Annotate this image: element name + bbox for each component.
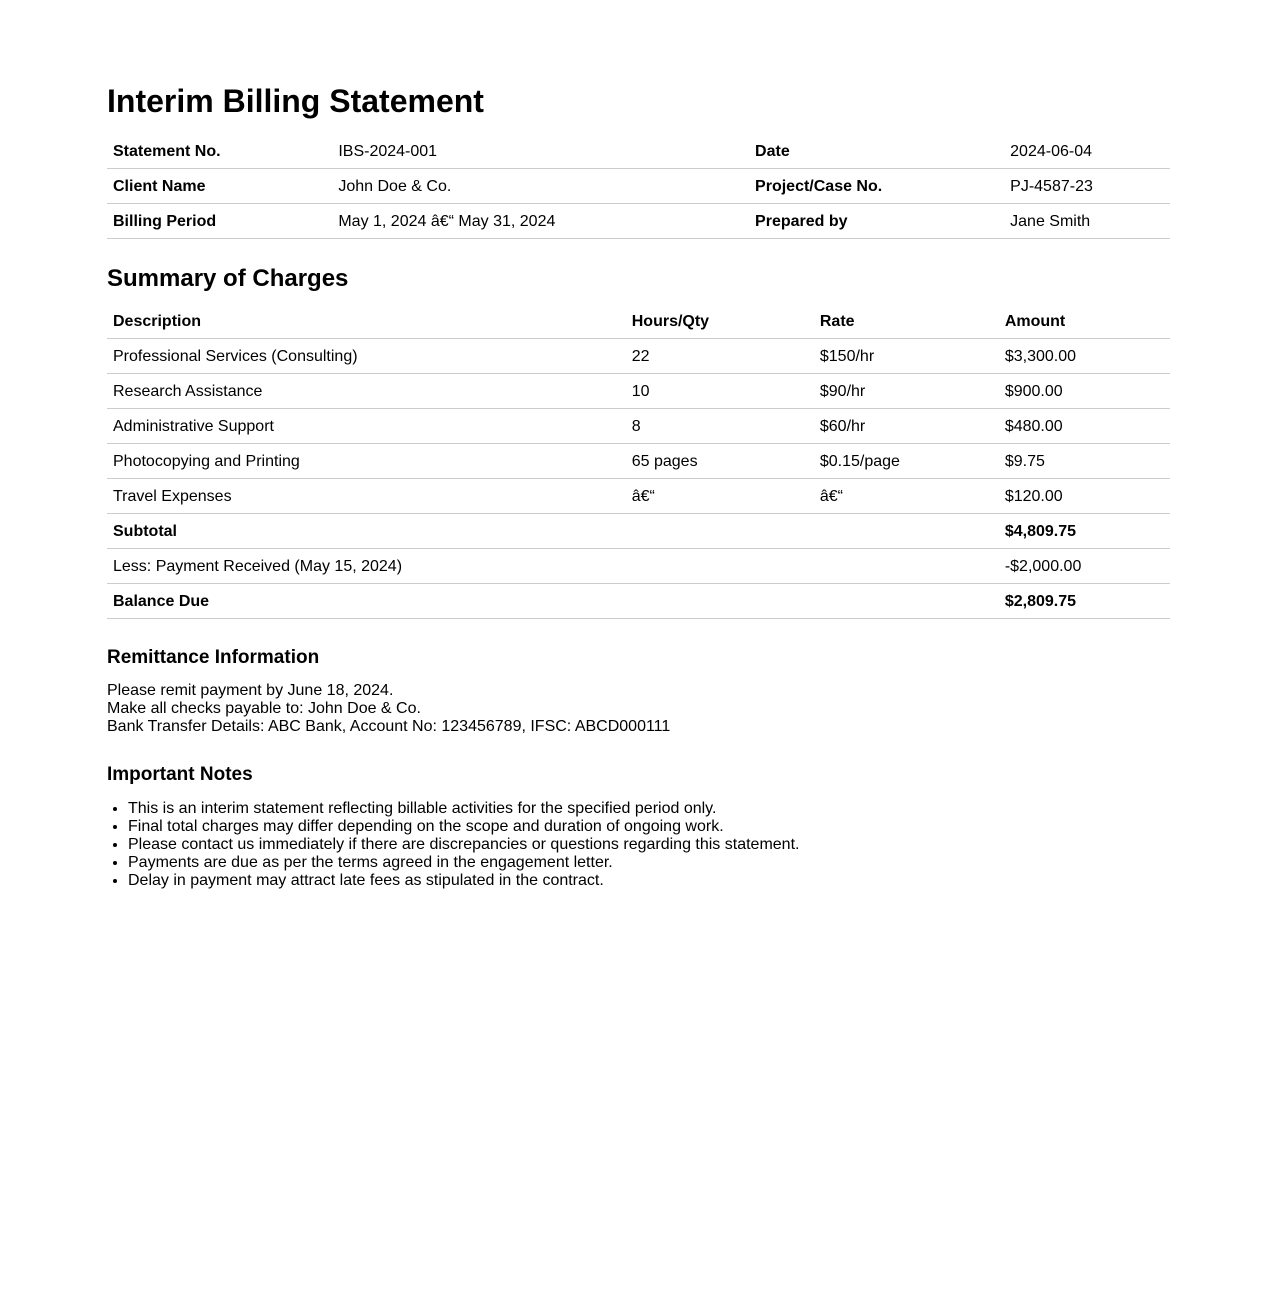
table-row [107,373,1170,408]
statement-meta-table [107,134,1170,239]
list-item: • Delay in payment may attract late fees as stipulated in the contract. [128,872,1170,890]
meta-value-statement-no: IBS-2024-001 [332,134,749,169]
cell-rate: $90/hr [814,373,999,408]
cell-description: Subtotal [107,513,626,548]
cell-description: Photocopying and Printing [107,443,626,478]
cell-qty: 22 [626,338,814,373]
meta-label-prepared-by: Prepared by [749,204,1004,239]
meta-value-billing-period: May 1, 2024 â€“ May 31, 2024 [332,204,749,239]
list-item: • This is an interim statement reflecting billable activities for the specified period only. [128,800,1170,818]
cell-amount: $2,809.75 [999,583,1170,618]
cell-amount: -$2,000.00 [999,548,1170,583]
list-item: • Final total charges may differ depending on the scope and duration of ongoing work. [128,818,1170,836]
cell-description: Professional Services (Consulting) [107,338,626,373]
meta-row-client [107,169,1170,204]
col-header-rate: Rate [814,304,999,339]
cell-qty: â€“ [626,478,814,513]
payment-received-row [107,548,1170,583]
remittance-text [107,682,1170,736]
remittance-line-due-date: Please remit payment by June 18, 2024. [107,682,394,700]
cell-rate: $60/hr [814,408,999,443]
balance-due-row [107,583,1170,618]
subtotal-row [107,513,1170,548]
list-item: • Please contact us immediately if there are discrepancies or questions regarding this statement. [128,836,1170,854]
notes-heading: Important Notes [107,764,253,786]
table-row [107,408,1170,443]
cell-qty [626,583,814,618]
remittance-line-checks-payable: Make all checks payable to: John Doe & Co. [107,700,421,718]
table-row [107,338,1170,373]
cell-rate: $150/hr [814,338,999,373]
cell-amount: $480.00 [999,408,1170,443]
cell-description: Administrative Support [107,408,626,443]
cell-rate: â€“ [814,478,999,513]
meta-label-billing-period: Billing Period [107,204,332,239]
cell-qty: 8 [626,408,814,443]
cell-amount: $3,300.00 [999,338,1170,373]
cell-description: Travel Expenses [107,478,626,513]
cell-rate: $0.15/page [814,443,999,478]
cell-description: Research Assistance [107,373,626,408]
meta-label-project-no: Project/Case No. [749,169,1004,204]
cell-description: Less: Payment Received (May 15, 2024) [107,548,626,583]
charges-header-row [107,304,1170,339]
cell-qty: 10 [626,373,814,408]
meta-value-date: 2024-06-04 [1004,134,1170,169]
table-row [107,478,1170,513]
cell-amount: $4,809.75 [999,513,1170,548]
meta-row-billing-period [107,204,1170,239]
list-item: • Payments are due as per the terms agreed in the engagement letter. [128,854,1170,872]
col-header-amount: Amount [999,304,1170,339]
cell-amount: $9.75 [999,443,1170,478]
remittance-heading: Remittance Information [107,646,320,668]
cell-amount: $120.00 [999,478,1170,513]
table-row [107,443,1170,478]
cell-qty [626,548,814,583]
cell-qty [626,513,814,548]
meta-value-client-name: John Doe & Co. [332,169,749,204]
charges-table [107,304,1170,619]
meta-value-project-no: PJ-4587-23 [1004,169,1170,204]
notes-list [107,800,1170,890]
col-header-hours-qty: Hours/Qty [626,304,814,339]
col-header-description: Description [107,304,626,339]
meta-row-statement [107,134,1170,169]
cell-rate [814,513,999,548]
meta-label-statement-no: Statement No. [107,134,332,169]
meta-label-date: Date [749,134,1004,169]
remittance-line-bank-details: Bank Transfer Details: ABC Bank, Account No: 123456789, IFSC: ABCD000111 [107,718,671,736]
cell-qty: 65 pages [626,443,814,478]
charges-heading: Summary of Charges [107,265,349,293]
cell-rate [814,548,999,583]
cell-amount: $900.00 [999,373,1170,408]
cell-rate [814,583,999,618]
meta-value-prepared-by: Jane Smith [1004,204,1170,239]
cell-description: Balance Due [107,583,626,618]
page-title: Interim Billing Statement [107,83,484,119]
meta-label-client-name: Client Name [107,169,332,204]
